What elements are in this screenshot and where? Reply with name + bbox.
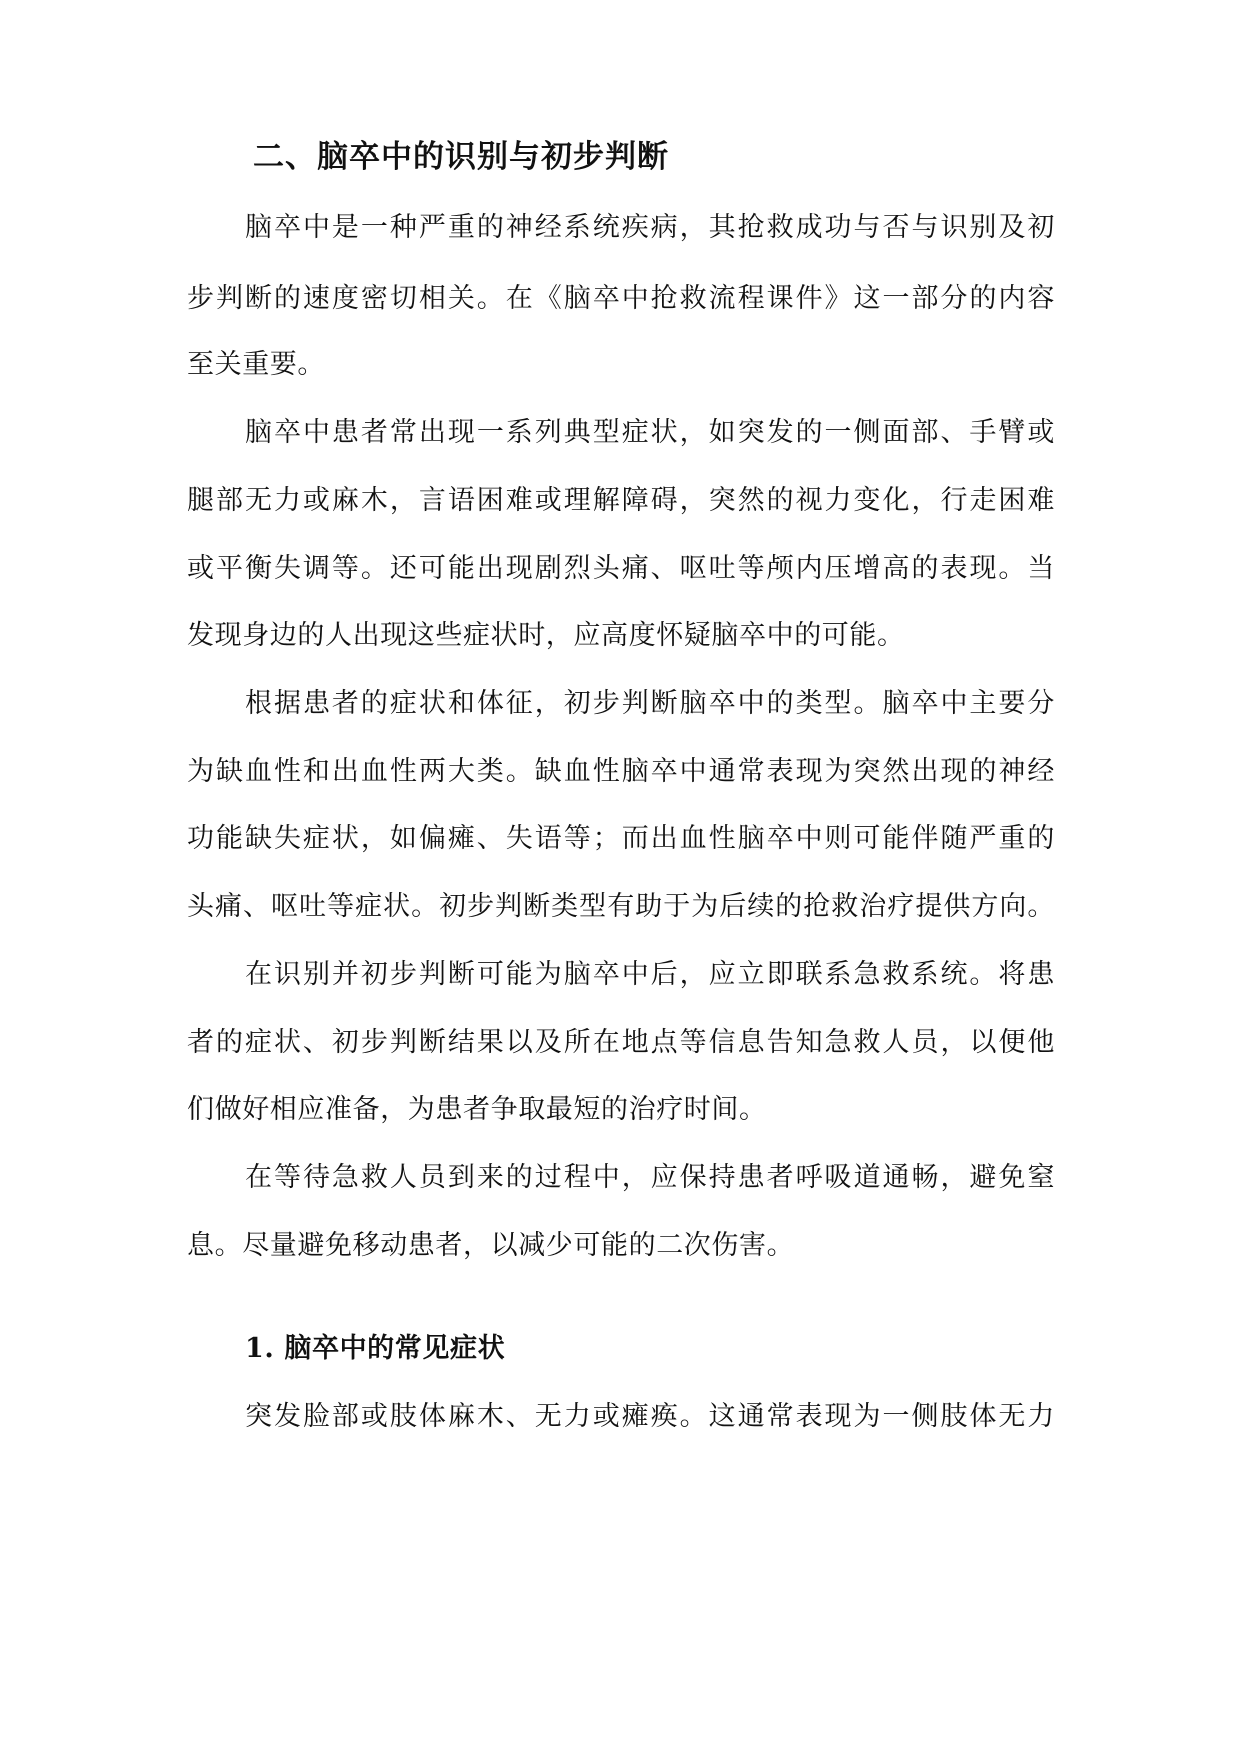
paragraph-5-line-2: 息。尽量避免移动患者，以减少可能的二次伤害。 xyxy=(187,1230,795,1261)
paragraph-2-line-3: 或平衡失调等。还可能出现剧烈头痛、呕吐等颅内压增高的表现。当 xyxy=(187,553,1055,584)
paragraph-3-line-1: 根据患者的症状和体征，初步判断脑卒中的类型。脑卒中主要分 xyxy=(245,688,1055,719)
paragraph-1-line-1: 脑卒中是一种严重的神经系统疾病，其抢救成功与否与识别及初 xyxy=(245,212,1055,243)
paragraph-1-line-3: 至关重要。 xyxy=(187,349,325,380)
paragraph-6-line-1: 突发脸部或肢体麻木、无力或瘫痪。这通常表现为一侧肢体无力 xyxy=(245,1401,1055,1432)
paragraph-2-line-1: 脑卒中患者常出现一系列典型症状，如突发的一侧面部、手臂或 xyxy=(245,417,1055,448)
subsection-heading: 1. 脑卒中的常见症状 xyxy=(245,1333,506,1364)
paragraph-2-line-2: 腿部无力或麻木，言语困难或理解障碍，突然的视力变化，行走困难 xyxy=(187,485,1055,516)
paragraph-3-line-4: 头痛、呕吐等症状。初步判断类型有助于为后续的抢救治疗提供方向。 xyxy=(187,891,1055,922)
paragraph-5-line-1: 在等待急救人员到来的过程中，应保持患者呼吸道通畅，避免窒 xyxy=(245,1162,1055,1193)
paragraph-3-line-3: 功能缺失症状，如偏瘫、失语等；而出血性脑卒中则可能伴随严重的 xyxy=(187,823,1055,854)
paragraph-4-line-3: 们做好相应准备，为患者争取最短的治疗时间。 xyxy=(187,1094,767,1125)
paragraph-4-line-1: 在识别并初步判断可能为脑卒中后，应立即联系急救系统。将患 xyxy=(245,959,1055,990)
paragraph-1-line-2: 步判断的速度密切相关。在《脑卒中抢救流程课件》这一部分的内容 xyxy=(187,283,1055,314)
paragraph-3-line-2: 为缺血性和出血性两大类。缺血性脑卒中通常表现为突然出现的神经 xyxy=(187,756,1055,787)
paragraph-4-line-2: 者的症状、初步判断结果以及所在地点等信息告知急救人员，以便他 xyxy=(187,1027,1055,1058)
paragraph-2-line-4: 发现身边的人出现这些症状时，应高度怀疑脑卒中的可能。 xyxy=(187,620,905,651)
section-heading: 二、脑卒中的识别与初步判断 xyxy=(253,139,669,175)
